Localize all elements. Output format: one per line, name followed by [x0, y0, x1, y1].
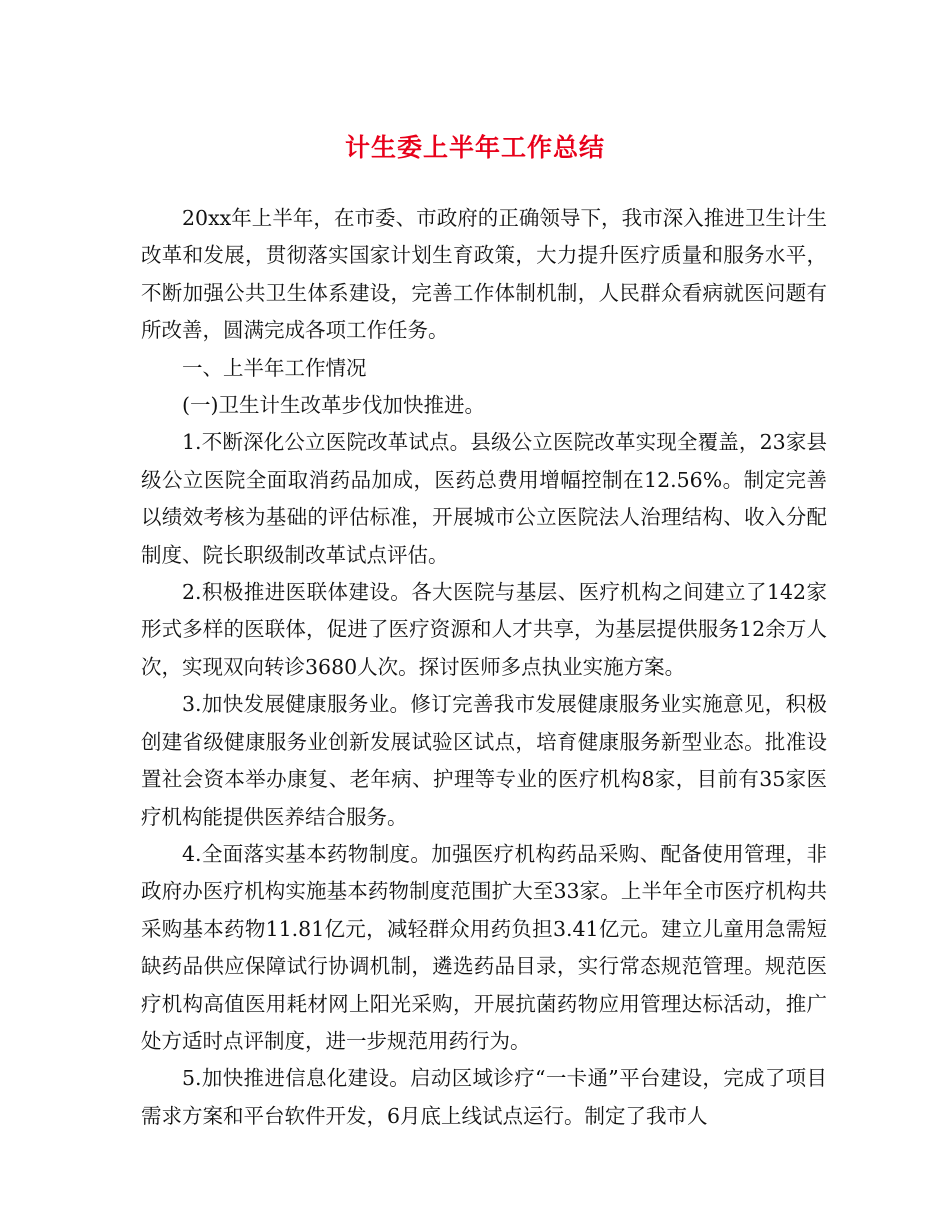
- paragraph-item-5: 5.加快推进信息化建设。启动区域诊疗“一卡通”平台建设，完成了项目需求方案和平台软件开发，6月底上线试点运行。制定了我市人: [141, 1066, 827, 1128]
- paragraph-item-4: 4.全面落实基本药物制度。加强医疗机构药品采购、配备使用管理，非政府办医疗机构实施基本药物制度范围扩大至33家。上半年全市医疗机构共采购基本药物11.81亿元，减轻群众用药负担3.41亿元。建立儿童用急需短缺药品供应保障试行协调机制，遴选药品目录，实行常态规范管理。规范医疗机构高值医用耗材网上阳光采购，开展抗菌药物应用管理达标活动，推广处方适时点评制度，进一步规范用药行为。: [141, 841, 827, 1053]
- paragraph-item-1: 1.不断深化公立医院改革试点。县级公立医院改革实现全覆盖，23家县级公立医院全面取消药品加成，医药总费用增幅控制在12.56%。制定完善以绩效考核为基础的评估标准，开展城市公立医院法人治理结构、收入分配制度、院长职级制改革试点评估。: [141, 430, 827, 567]
- section-heading: 一、上半年工作情况: [182, 355, 367, 380]
- paragraph-item-3: 3.加快发展健康服务业。修订完善我市发展健康服务业实施意见，积极创建省级健康服务业创新发展试验区试点，培育健康服务新型业态。批准设置社会资本举办康复、老年病、护理等专业的医疗机构8家，目前有35家医疗机构能提供医养结合服务。: [141, 692, 827, 829]
- subsection-heading: (一)卫生计生改革步伐加快推进。: [182, 393, 485, 418]
- document-body: [141, 200, 827, 1135]
- document-title: 计生委上半年工作总结: [344, 133, 605, 162]
- paragraph-intro: 20xx年上半年，在市委、市政府的正确领导下，我市深入推进卫生计生改革和发展，贯彻落实国家计划生育政策，大力提升医疗质量和服务水平，不断加强公共卫生体系建设，完善工作体制机制，人民群众看病就医问题有所改善，圆满完成各项工作任务。: [141, 206, 827, 343]
- paragraph-item-2: 2.积极推进医联体建设。各大医院与基层、医疗机构之间建立了142家形式多样的医联体，促进了医疗资源和人才共享，为基层提供服务12余万人次，实现双向转诊3680人次。探讨医师多点执业实施方案。: [141, 580, 827, 679]
